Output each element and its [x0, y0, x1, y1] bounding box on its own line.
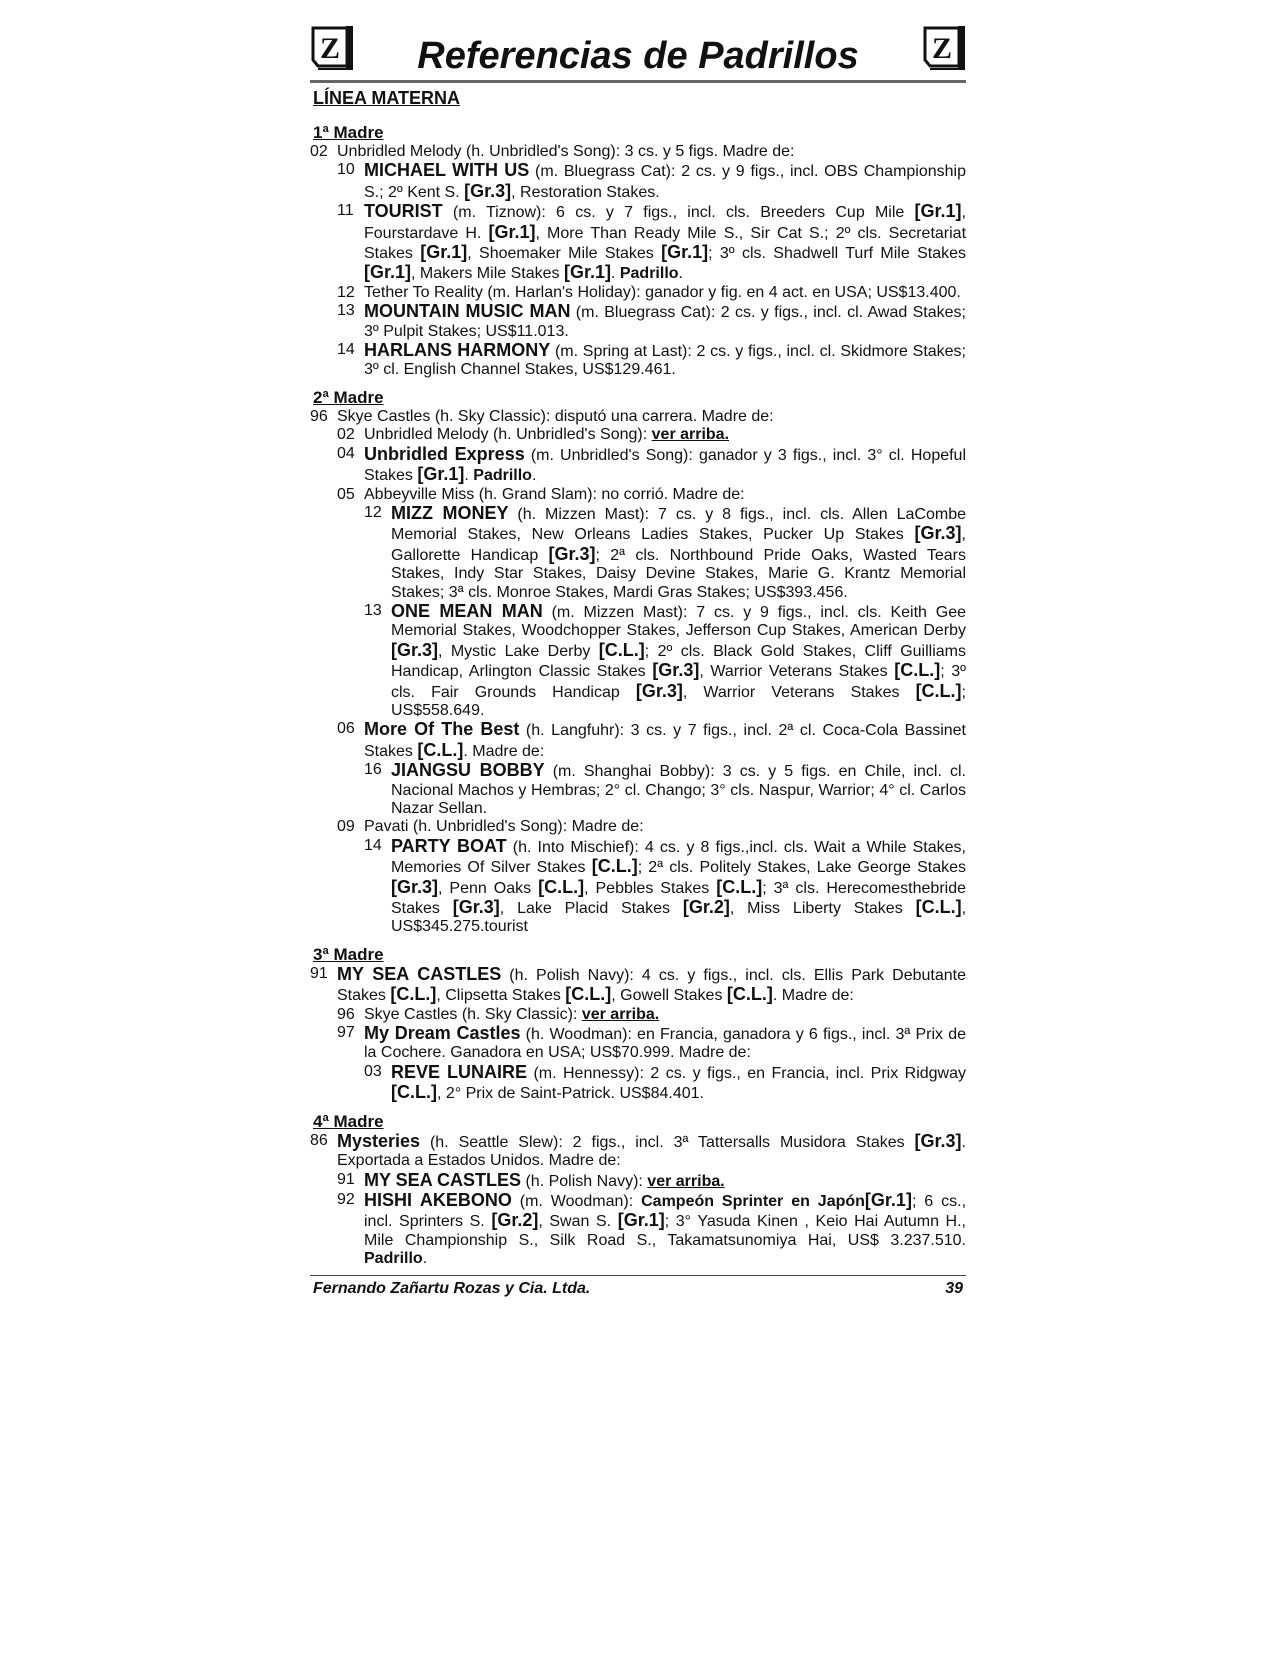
- grade-badge: [C.L.]: [726, 984, 773, 1005]
- entry-fragment: (m. Spring at Last): 2 cs. y figs., incl. cl. Skidmore Stakes; 3º cl. English Channel Stakes, US$129.461.: [364, 343, 967, 379]
- entry-fragment: Unbridled Melody (h. Unbridled's Song): 3 cs. y 5 figs. Madre de:: [337, 143, 795, 160]
- section-title: LÍNEA MATERNA: [313, 88, 460, 108]
- entry-fragment: .: [678, 265, 683, 283]
- entry-fragment: .: [531, 467, 537, 485]
- footer-company: Fernando Zañartu Rozas y Cia. Ltda.: [313, 1279, 591, 1297]
- entry-text: [364, 426, 966, 444]
- entry-fragment: (h. Woodman): en Francia, ganadora y 6 figs., incl. 3ª Prix de la Cochere. Ganadora en USA; US$70.999. Madre de:: [364, 1026, 966, 1062]
- grade-badge: [C.L.]: [591, 856, 638, 877]
- entry-fragment: .: [464, 467, 474, 485]
- horse-name: MIZZ MONEY: [391, 502, 509, 523]
- horse-name: Unbridled Express: [364, 443, 525, 464]
- grade-badge: [Gr.1]: [617, 1210, 665, 1231]
- entry-year: 11: [337, 202, 354, 220]
- entry-year: 12: [337, 283, 355, 301]
- grade-badge: [Gr.3]: [391, 639, 439, 660]
- entry-fragment: , Miss Liberty Stakes: [729, 900, 916, 918]
- page-number: 39: [945, 1279, 963, 1297]
- cross-reference: ver arriba.: [651, 426, 730, 444]
- entry-fragment: , Pebbles Stakes: [584, 879, 717, 897]
- entry-year: 12: [364, 503, 382, 521]
- entry-fragment: Skye Castles (h. Sky Classic): disputó una carrera. Madre de:: [337, 407, 774, 425]
- entry-fragment: ; 3° Yasuda Kinen: [664, 1213, 805, 1231]
- entry-fragment: ; 2º cls. Black Gold Stakes, Cliff Guilliams Handicap, Arlington Classic Stakes: [391, 642, 967, 681]
- entry-text: [364, 1171, 966, 1191]
- horse-name: HISHI AKEBONO: [364, 1189, 512, 1210]
- entry-fragment: .: [610, 265, 620, 283]
- horse-name: MY SEA CASTLES: [364, 1169, 522, 1190]
- grade-badge: [Gr.1]: [661, 242, 709, 263]
- entry-fragment: , Warrior Veterans Stakes: [682, 683, 916, 701]
- pedigree-entry: [310, 837, 966, 937]
- pedigree-entry: [310, 1132, 966, 1171]
- entry-fragment: , More Than Ready Mile S., Sir Cat S.; 2º cls. Secretariat Stakes: [364, 224, 967, 263]
- entry-fragment: . Madre de:: [463, 742, 545, 760]
- grade-badge: [C.L.]: [894, 660, 941, 681]
- pedigree-entry: [310, 720, 966, 761]
- grade-badge: [Gr.1]: [417, 464, 465, 485]
- entry-year: 13: [337, 302, 355, 320]
- entry-year: 16: [364, 761, 382, 779]
- highlight-text: Campeón Sprinter en Japón: [641, 1192, 865, 1210]
- header-divider: [310, 80, 966, 83]
- entry-text: [391, 602, 966, 720]
- entry-fragment: ; 3ª cls. Herecomesthebride Stakes: [391, 879, 967, 918]
- entry-year: 02: [337, 426, 355, 444]
- horse-name: MOUNTAIN MUSIC MAN: [364, 301, 571, 322]
- grade-badge: [Gr.1]: [364, 262, 412, 283]
- entry-fragment: (h. Polish Navy): 4 cs. y figs., incl. cls. Ellis Park Debutante Stakes: [337, 966, 966, 1005]
- entry-text: [364, 486, 966, 504]
- entry-fragment: , Keio Hai Autumn H., Mile Championship S., Silk Road S., Takamatsunomiya Hai, US$ 3.237.510.: [364, 1213, 967, 1249]
- entry-fragment: , Gallorette Handicap: [391, 526, 966, 564]
- pedigree-entry: [310, 965, 966, 1006]
- grade-badge: [C.L.]: [915, 680, 962, 701]
- grade-badge: [Gr.3]: [652, 660, 700, 681]
- grade-badge: [Gr.1]: [488, 221, 536, 242]
- page-footer: [310, 1280, 966, 1298]
- horse-name: Mysteries: [337, 1130, 421, 1151]
- entry-fragment: ; 2ª cls. Politely Stakes, Lake George Stakes: [637, 859, 967, 877]
- horse-name: PARTY BOAT: [391, 835, 507, 856]
- entry-year: 02: [310, 143, 328, 160]
- entry-fragment: .: [422, 1250, 428, 1268]
- madre-heading: 3ª Madre: [313, 944, 384, 964]
- entry-year: 13: [364, 601, 382, 619]
- grade-badge: [C.L.]: [417, 739, 464, 760]
- entry-text: [391, 761, 966, 818]
- entry-fragment: (m. Bluegrass Cat): 2 cs. y 9 figs., incl. OBS Championship S.; 2º Kent S.: [364, 163, 967, 201]
- entry-year: 96: [337, 1005, 355, 1023]
- pedigree-entry: [310, 161, 966, 202]
- brand-logo-icon: [310, 24, 354, 70]
- horse-name: HARLANS HARMONY: [364, 340, 551, 361]
- entry-text: [364, 202, 966, 284]
- cross-reference: ver arriba.: [581, 1005, 660, 1023]
- pedigree-entry: [310, 602, 966, 720]
- entry-fragment: ; 3º cls. Shadwell Turf Mile Stakes: [708, 245, 967, 263]
- entry-fragment: (m. Unbridled's Song): ganador y 3 figs., incl. 3° cl. Hopeful Stakes: [364, 446, 967, 485]
- entry-fragment: Abbeyville Miss (h. Grand Slam): no corrió. Madre de:: [364, 485, 745, 503]
- grade-badge: [Gr.1]: [914, 201, 962, 222]
- grade-badge: [Gr.1]: [563, 262, 611, 283]
- grade-badge: [Gr.2]: [682, 897, 730, 918]
- entry-text: [364, 445, 966, 486]
- pedigree-entry: [310, 1063, 966, 1104]
- entry-fragment: (h. Mizzen Mast): 7 cs. y 8 figs., incl. cls. Allen LaCombe Memorial Stakes, New Orleans Ladies Stakes, Pucker Up Stakes: [391, 505, 966, 544]
- horse-name: More Of The Best: [364, 719, 520, 740]
- entry-fragment: , Penn Oaks: [438, 879, 539, 897]
- grade-badge: [Gr.3]: [635, 680, 683, 701]
- entry-text: [337, 965, 966, 1006]
- madre-heading: 2ª Madre: [313, 387, 384, 407]
- grade-badge: [Gr.3]: [548, 543, 596, 564]
- entry-year: 96: [310, 407, 328, 425]
- grade-badge: [Gr.1]: [420, 242, 468, 263]
- grade-badge: [C.L.]: [538, 876, 585, 897]
- document-page: [310, 22, 966, 1298]
- grade-badge: [C.L.]: [565, 984, 612, 1005]
- grade-badge: [Gr.3]: [914, 1130, 962, 1151]
- pedigree-entry: [310, 202, 966, 284]
- grade-badge: [Gr.3]: [464, 180, 512, 201]
- entry-fragment: (h. Polish Navy):: [521, 1172, 648, 1190]
- entry-year: 92: [337, 1190, 355, 1208]
- footer-divider: [310, 1275, 966, 1276]
- entry-fragment: Tether To Reality (m. Harlan's Holiday): ganador y fig. en 4 act. en USA; US$13.400.: [364, 283, 961, 301]
- pedigree-entry: [310, 761, 966, 818]
- horse-name: My Dream Castles: [364, 1023, 521, 1044]
- pedigree-entry: [310, 284, 966, 302]
- highlight-text: Padrillo: [473, 467, 532, 485]
- entry-text: [337, 1132, 966, 1171]
- svg-text:Z: Z: [319, 32, 341, 65]
- entry-fragment: , 2° Prix de Saint-Patrick. US$84.401.: [436, 1085, 704, 1103]
- entry-fragment: (h. Langfuhr): 3 cs. y 7 figs., incl. 2ª cl. Coca-Cola Bassinet Stakes: [364, 722, 966, 760]
- highlight-text: Padrillo: [619, 265, 679, 283]
- entry-fragment: ; 3º cls. Fair Grounds Handicap: [391, 663, 967, 701]
- svg-text:Z: Z: [931, 32, 953, 65]
- pedigree-entry: [310, 341, 966, 380]
- entry-fragment: , Clipsetta Stakes: [436, 987, 566, 1005]
- entry-fragment: Unbridled Melody (h. Unbridled's Song):: [364, 426, 652, 444]
- grade-badge: [Gr.2]: [491, 1210, 539, 1231]
- grade-badge: [Gr.1]: [864, 1189, 912, 1210]
- entry-text: [364, 818, 966, 836]
- grade-badge: [C.L.]: [716, 876, 763, 897]
- grade-badge: [C.L.]: [598, 639, 645, 660]
- entry-text: [364, 1024, 966, 1063]
- horse-name: REVE LUNAIRE: [391, 1061, 528, 1082]
- entry-fragment: , Swan S.: [538, 1213, 618, 1231]
- entry-text: [391, 504, 966, 602]
- horse-name: JIANGSU BOBBY: [391, 760, 545, 781]
- horse-name: ONE MEAN MAN: [391, 600, 543, 621]
- entry-year: 14: [364, 836, 382, 854]
- entry-fragment: (m. Woodman):: [511, 1192, 642, 1210]
- pedigree-entry: [310, 1024, 966, 1063]
- grade-badge: [C.L.]: [390, 984, 437, 1005]
- entry-fragment: , Mystic Lake Derby: [438, 642, 599, 660]
- entry-year: 14: [337, 341, 355, 359]
- pedigree-entry: [310, 1006, 966, 1024]
- entry-fragment: ; US$558.649.: [391, 683, 966, 719]
- pedigree-entry: [310, 818, 966, 836]
- entry-fragment: ; 2ª cls. Northbound Pride Oaks, Wasted Tears Stakes, Indy Star Stakes, Daisy Devine Stakes, Marie G. Krantz Memorial Stakes; 3ª cls. Monroe Stakes, Mardi Gras Stakes; US$393.456.: [391, 546, 967, 601]
- pedigree-entry: [310, 1191, 966, 1269]
- entry-text: [364, 302, 966, 341]
- pedigree-entry: [310, 504, 966, 602]
- entry-year: 03: [364, 1062, 382, 1080]
- entry-fragment: ; 6 cs., incl. Sprinters S.: [364, 1192, 967, 1231]
- entry-fragment: . Madre de:: [772, 987, 854, 1005]
- entry-year: 06: [337, 720, 355, 738]
- grade-badge: [C.L.]: [915, 897, 962, 918]
- brand-logo-icon: [922, 24, 966, 70]
- entry-text: [364, 284, 966, 302]
- entry-fragment: (m. Hennessy): 2 cs. y figs., en Francia, incl. Prix Ridgway: [527, 1064, 967, 1082]
- pedigree-entry: [310, 143, 966, 161]
- entry-fragment: , Gowell Stakes: [611, 987, 727, 1005]
- entry-text: [391, 837, 966, 937]
- entry-fragment: (m. Mizzen Mast): 7 cs. y 9 figs., incl. cls. Keith Gee Memorial Stakes, Woodchopper Stakes, Jefferson Cup Stakes, American Derby: [391, 603, 967, 640]
- entry-fragment: Skye Castles (h. Sky Classic):: [364, 1005, 582, 1023]
- madre-heading: 4ª Madre: [313, 1111, 384, 1131]
- entry-fragment: , Warrior Veterans Stakes: [699, 663, 895, 681]
- page-title: Referencias de Padrillos: [417, 35, 859, 77]
- entry-fragment: , Fourstardave H.: [364, 204, 966, 242]
- entry-fragment: . Exportada a Estados Unidos. Madre de:: [337, 1133, 966, 1170]
- entry-fragment: (h. Seattle Slew): 2 figs., incl. 3ª Tattersalls Musidora Stakes: [420, 1133, 915, 1151]
- entry-text: [364, 341, 966, 380]
- pedigree-entry: [310, 1171, 966, 1191]
- page-header: [310, 22, 966, 78]
- entry-year: 97: [337, 1024, 355, 1042]
- horse-name: MICHAEL WITH US: [364, 160, 530, 181]
- grade-badge: [C.L.]: [391, 1082, 437, 1103]
- pedigree-entry: [310, 486, 966, 504]
- entry-year: 91: [337, 1170, 355, 1188]
- grade-badge: [Gr.3]: [914, 523, 962, 544]
- entry-year: 09: [337, 818, 355, 836]
- entry-fragment: , Lake Placid Stakes: [499, 900, 683, 918]
- entry-fragment: , US$345.275.tourist: [391, 900, 967, 936]
- horse-name: TOURIST: [364, 201, 443, 222]
- entry-text: [364, 720, 966, 761]
- entry-fragment: (m. Tiznow): 6 cs. y 7 figs., incl. cls. Breeders Cup Mile: [442, 204, 915, 222]
- highlight-text: Padrillo: [364, 1250, 423, 1268]
- pedigree-list: [310, 123, 966, 1269]
- entry-fragment: , Restoration Stakes.: [511, 183, 660, 201]
- entry-fragment: , Makers Mile Stakes: [411, 265, 564, 283]
- entry-year: 91: [310, 964, 328, 982]
- entry-year: 86: [310, 1131, 328, 1149]
- entry-fragment: (m. Bluegrass Cat): 2 cs. y figs., incl. cl. Awad Stakes; 3º Pulpit Stakes; US$11.013.: [364, 304, 966, 340]
- pedigree-entry: [310, 426, 966, 444]
- madre-heading: 1ª Madre: [313, 123, 384, 142]
- entry-text: [391, 1063, 966, 1104]
- entry-fragment: (m. Shanghai Bobby): 3 cs. y 5 figs. en Chile, incl. cl. Nacional Machos y Hembras; 2° cl. Chango; 3° cls. Naspur, Warrior; 4° cl. Carlos Nazar Sellan.: [391, 763, 966, 817]
- entry-fragment: (h. Into Mischief): 4 cs. y 8 figs.,incl. cls. Wait a While Stakes, Memories Of Silver Stakes: [391, 838, 966, 877]
- entry-text: [337, 143, 966, 161]
- entry-text: [337, 408, 966, 426]
- entry-year: 10: [337, 161, 355, 179]
- entry-text: [364, 161, 966, 202]
- cross-reference: ver arriba.: [647, 1172, 725, 1190]
- grade-badge: [Gr.3]: [391, 876, 439, 897]
- horse-name: MY SEA CASTLES: [337, 963, 502, 984]
- entry-fragment: , Shoemaker Mile Stakes: [467, 245, 662, 263]
- entry-fragment: Pavati (h. Unbridled's Song): Madre de:: [364, 818, 644, 836]
- entry-text: [364, 1006, 966, 1024]
- pedigree-entry: [310, 445, 966, 486]
- grade-badge: [Gr.3]: [452, 897, 500, 918]
- entry-year: 04: [337, 444, 355, 462]
- entry-year: 05: [337, 485, 355, 503]
- entry-text: [364, 1191, 966, 1269]
- pedigree-entry: [310, 408, 966, 426]
- pedigree-entry: [310, 302, 966, 341]
